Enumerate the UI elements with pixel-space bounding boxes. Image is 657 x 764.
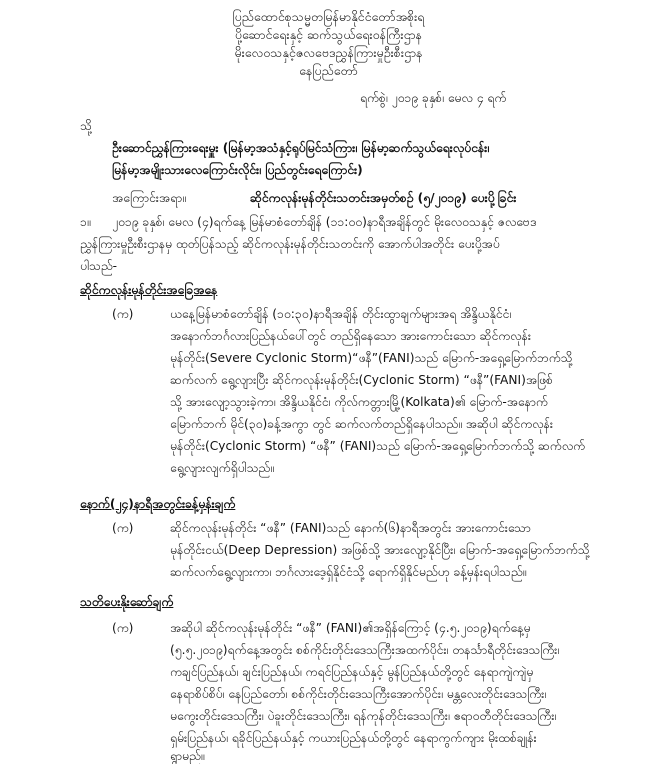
section-line: သို့ အားလျော့သွားခဲ့ကာ၊ အိန္ဒိယနိုင်ငံ၊ ကိုလ်ကတ္တားမြို့(Kolkata)၏ မြောက်-အနောက် [170, 395, 548, 409]
section-line: မြောက်ဘက် မိုင်(၃၀)ခန့်အကွာ တွင် ဆက်လက်တည်ရှိနေပါသည်။ အဆိုပါ ဆိုင်ကလုန်း [170, 417, 553, 431]
to-label: သို့ [80, 119, 92, 133]
section-line: ဆက်လက်ရွေ့လျားကာ၊ ဘင်္ဂလားဒေ့ရှ်နိုင်ငံသို့ ရောက်ရှိနိုင်မည်ဟု ခန့်မှန်းရပါသည်။ [170, 565, 527, 579]
recipient-line-1: ဦးဆောင်ညွှန်ကြားရေးမှူး (မြန်မာ့အသံနှင့်ရုပ်မြင်သံကြား၊ မြန်မာ့ဆက်သွယ်ရေးလုပ်ငန်း၊ [112, 141, 490, 155]
section-heading-24h-forecast: နောက်(၂၄)နာရီအတွင်းခန့်မှန်းချက် [80, 497, 236, 511]
section-line: အနောက်ဘင်္ဂလားပြည်နယ်ပေါ်တွင် တည်ရှိနေသော အားကောင်းသော ဆိုင်ကလုန်း [170, 329, 531, 343]
header-government: ပြည်ထောင်စုသမ္မတမြန်မာနိုင်ငံတော်အစိုးရ [232, 9, 425, 24]
header-department: မိုးလေဝသနှင့်ဇလဗေဒညွှန်ကြားမှုဦးစီးဌာန [234, 45, 423, 60]
section-line: မကွေးတိုင်းဒေသကြီး၊ ပဲခူးတိုင်းဒေသကြီး၊ ရန်ကုန်တိုင်းဒေသကြီး၊ ဧရာဝတီတိုင်းဒေသကြီး၊ [170, 709, 557, 723]
section-line: မုန်တိုင်း(Cyclonic Storm) “ဖနီ” (FANI)သည် မြောက်-အရှေ့မြောက်ဘက်သို့ ဆက်လက် [170, 439, 586, 453]
section-line: ဆက်လက် ရွေ့လျားပြီး ဆိုင်ကလုန်းမုန်တိုင်း(Cyclonic Storm) “ဖနီ”(FANI)အဖြစ် [170, 373, 553, 387]
section-heading-cyclone-status: ဆိုင်ကလုန်းမုန်တိုင်းအခြေအနေ [80, 283, 218, 297]
subject-text: ဆိုင်ကလုန်းမုန်တိုင်းသတင်းအမှတ်စဉ် (၅/၂၀၁၉) ပေးပို့ခြင်း [250, 191, 517, 205]
subject-label: အကြောင်းအရာ။ [112, 191, 186, 205]
section-line: (၅.၅.၂၀၁၉)ရက်နေ့အတွင်း စစ်ကိုင်းတိုင်းဒေသကြီးအထက်ပိုင်း၊ တနင်္သာရီတိုင်းဒေသကြီး၊ [170, 643, 560, 657]
section-line: အဆိုပါ ဆိုင်ကလုန်းမုန်တိုင်း “ဖနီ” (FANI)၏အရှိန်ကြောင့် (၄.၅.၂၀၁၉)ရက်နေ့မှ [170, 621, 531, 635]
header-city: နေပြည်တော် [299, 63, 358, 78]
letter-date: ရက်စွဲ၊ ၂၀၁၉ ခုနှစ်၊ မေလ ၄ ရက် [360, 91, 507, 105]
section-line: ရှမ်းပြည်နယ်၊ ရခိုင်ပြည်နယ်နှင့် ကယားပြည်နယ်တို့တွင် နေရာကွက်ကျား မိုးထစ်ချုန်း [170, 731, 537, 745]
section-line: ရွာမည်။ [170, 749, 205, 763]
section-line: မုန်တိုင်း(Severe Cyclonic Storm)“ဖနီ”(FANI)သည် မြောက်-အရှေ့မြောက်ဘက်သို့ [170, 351, 573, 365]
section-marker: (က) [112, 521, 134, 535]
section-marker: (က) [112, 307, 134, 321]
section-line: ကချင်ပြည်နယ်၊ ချင်းပြည်နယ်၊ ကရင်ပြည်နယ်နှင့် မွန်ပြည်နယ်တို့တွင် နေရာကျဲကျဲမှ [170, 665, 534, 679]
paragraph-number: ၁။ [80, 215, 91, 229]
section-line: နေရာစိပ်စိပ်၊ နေပြည်တော်၊ စစ်ကိုင်းတိုင်းဒေသကြီးအောက်ပိုင်း၊ မန္တလေးတိုင်းဒေသကြီး၊ [170, 687, 547, 701]
recipient-line-2: မြန်မာ့အမျိုးသားလေကြောင်းလိုင်း၊ ပြည်တွင်းရေကြောင်း) [112, 163, 363, 177]
section-line: ဆိုင်ကလုန်းမုန်တိုင်း “ဖနီ” (FANI)သည် နောက်(၆)နာရီအတွင်း အားကောင်းသော [170, 521, 531, 535]
intro-line: ၂၀၁၉ ခုနှစ်၊ မေလ (၄)ရက်နေ့ မြန်မာစံတော်ချိန် (၁၁:၀၀)နာရီအချိန်တွင် မိုးလေဝသနှင့် ဇလဗေဒ [112, 215, 537, 229]
section-line: မုန်တိုင်းငယ်(Deep Depression) အဖြစ်သို့ အားလျော့နိုင်ပြီး၊ မြောက်-အရှေ့မြောက်ဘက်သို့ [170, 543, 590, 557]
header-ministry: ပို့ဆောင်ရေးနှင့် ဆက်သွယ်ရေးဝန်ကြီးဌာန [234, 27, 423, 42]
section-marker: (က) [112, 621, 134, 635]
section-line: ရွေ့လျားလျက်ရှိပါသည်။ [170, 461, 274, 475]
intro-line: ညွှန်ကြားမှုဦးစီးဌာနမှ ထုတ်ပြန်သည့် ဆိုင်ကလုန်းမုန်တိုင်းသတင်းကို အောက်ပါအတိုင်း ပေးပို့အပ် [80, 237, 500, 251]
intro-line: ပါသည်- [80, 259, 118, 273]
section-heading-warning: သတိပေးနိုးဆော်ချက် [80, 595, 174, 609]
section-line: ယနေ့မြန်မာစံတော်ချိန် (၁၀:၃၀)နာရီအချိန် တိုင်းထွာချက်များအရ အိန္ဒိယနိုင်ငံ၊ [170, 307, 512, 321]
